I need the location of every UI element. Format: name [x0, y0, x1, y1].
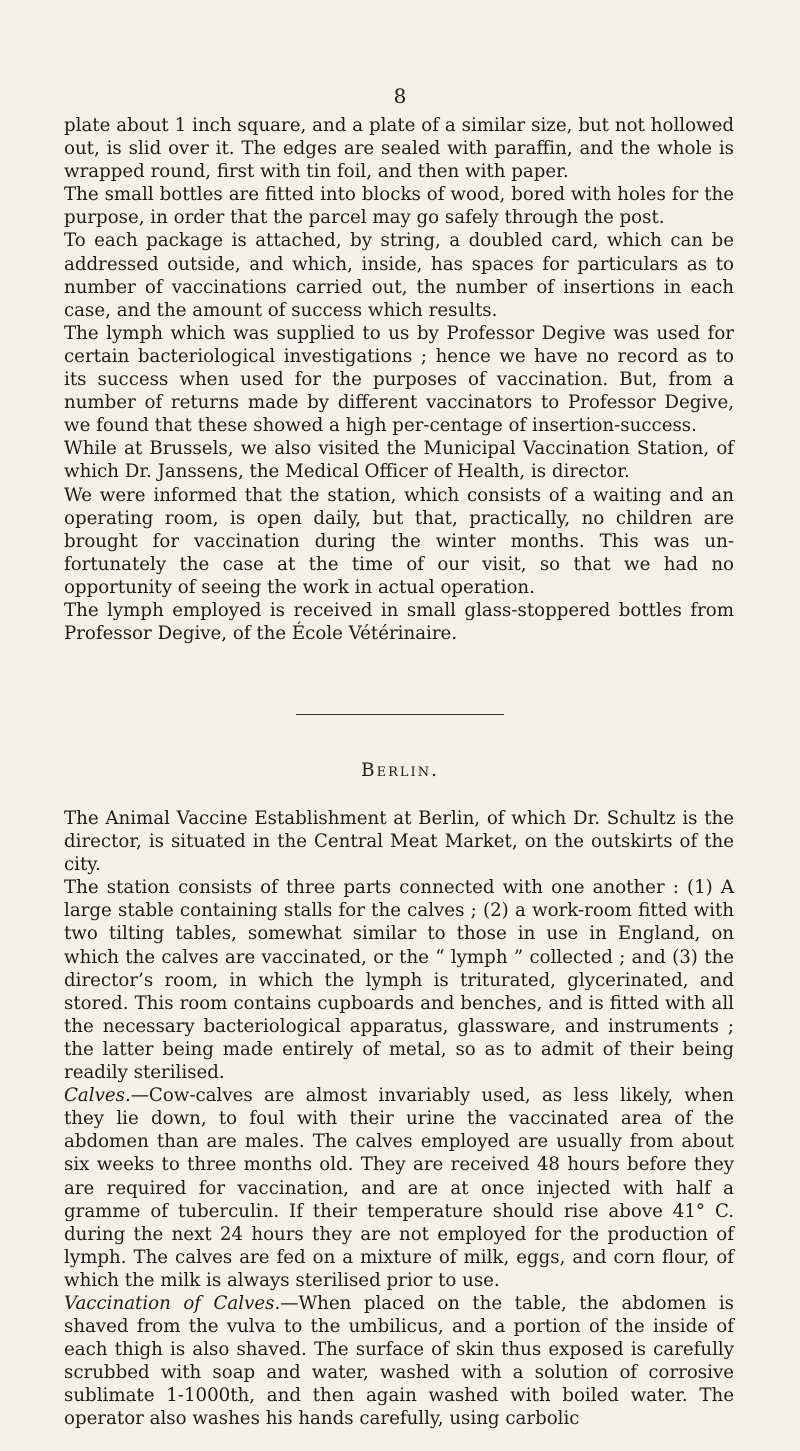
paragraph-label: Vaccination of Calves. [64, 1292, 281, 1314]
paragraph: We were informed that the station, which consists of a waiting and an operating room, is open daily, but that, practically, no children are brought for vaccination during the winter months. This was un-fortunately the case at the time of our visit, so that we had no opportunity of seeing the work in actual operation. [64, 484, 734, 598]
paragraph: The Animal Vaccine Establishment at Berlin, of which Dr. Schultz is the director, is situated in the Central Meat Market, on the outskirts of the city. [64, 808, 734, 876]
paragraph [64, 1084, 734, 1292]
paragraph: The lymph employed is received in small glass-stoppered bottles from Professor Degive, of the École Vétérinaire. [64, 599, 734, 645]
paragraph: plate about 1 inch square, and a plate of a similar size, but not hollowed out, is slid over it. The edges are sealed with paraffin, and the whole is wrapped round, first with tin foil, and then with paper. [64, 115, 734, 183]
body-text-top [64, 114, 734, 645]
paragraph: While at Brussels, we also visited the Municipal Vaccination Station, of which Dr. Janssens, the Medical Officer of Health, is director. [64, 438, 734, 483]
page-number: 8 [393, 84, 407, 108]
paragraph: The station consists of three parts connected with one another : (1) A large stable containing stalls for the calves ; (2) a work-room fitted with two tilting tables, somewhat similar to those in use in England, on which the calves are vaccinated, or the “ lymph ” collected ; and (3) the director’s room, in which the lymph is triturated, glycerinated, and stored. This room contains cupboards and benches, and is fitted with all the necessary bacteriological apparatus, glassware, and instruments ; the latter being made entirely of metal, so as to admit of their being readily sterilised. [64, 877, 734, 1084]
paragraph: To each package is attached, by string, a doubled card, which can be addressed outside, and which, inside, has spaces for particulars as to number of vaccinations carried out, the number of insertions in each case, and the amount of success which results. [64, 230, 734, 321]
section-divider [296, 714, 504, 715]
paragraph-text: —Cow-calves are almost invariably used, as less likely, when they lie down, to foul with their urine the vaccinated area of the abdomen than are males. The calves employed are usually from about six weeks to three months old. They are received 48 hours before they are required for vaccination, and are at once injected with half a gramme of tuberculin. If their temperature should rise above 41° C. during the next 24 hours they are not employed for the production of lymph. The calves are fed on a mixture of milk, eggs, and corn flour, of which the milk is always sterilised prior to use. [64, 1085, 734, 1291]
paragraph-label: Calves. [64, 1085, 131, 1107]
paragraph: The small bottles are fitted into blocks of wood, bored with holes for the purpose, in order that the parcel may go safely through the post. [64, 184, 734, 229]
paragraph-text: —When placed on the table, the abdomen is shaved from the vulva to the umbilicus, and a portion of the inside of each thigh is also shaved. The surface of skin thus exposed is carefully scrubbed with soap and water, washed with a solution of corrosive sublimate 1-1000th, and then again washed with boiled water. The operator also washes his hands carefully, using carbolic [64, 1292, 734, 1430]
paragraph: The lymph which was supplied to us by Professor Degive was used for certain bacteriological investigations ; hence we have no record as to its success when used for the purposes of vaccination. But, from a number of returns made by different vaccinators to Professor Degive, we found that these showed a high per-centage of insertion-success. [64, 322, 734, 437]
body-text-bottom [64, 807, 734, 1431]
section-heading: Berlin. [361, 760, 439, 781]
paragraph [64, 1292, 734, 1431]
